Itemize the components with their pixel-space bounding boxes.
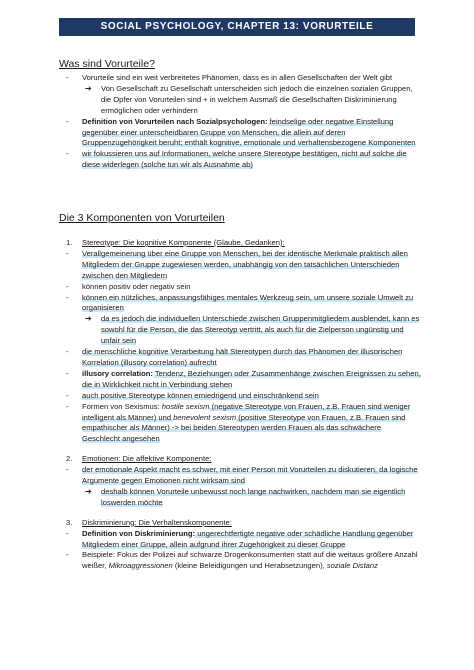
- arrow-right-icon: ➔: [85, 486, 92, 496]
- bullet-item: [59, 465, 421, 487]
- dash-bullet: -: [66, 390, 69, 400]
- bullet-item: [59, 529, 421, 551]
- bullet-item: [59, 73, 421, 84]
- definition-label: Definition von Vorurteilen nach Sozialpsychologen:: [82, 116, 268, 126]
- term-italic: benevolent sexism: [173, 412, 237, 422]
- bullet-text: Formen von Sexismus:: [82, 401, 162, 411]
- sub-bullet-item: [59, 84, 421, 117]
- bullet-text: (positive Stereotype von Frauen, z.B. Frauen sind empathischer als Männer) -> bei beiden Stereotypen werden Frauen als das schwächere Geschlecht angesehen: [82, 412, 406, 444]
- dash-bullet: -: [66, 550, 69, 560]
- bullet-text: Verallgemeinerung über eine Gruppe von Menschen, bei der identische Merkmale praktisch allen Mitgliedern der Gruppe zugewiesen werden, unabhängig von den tatsächlichen Unterschieden zwischen den Mitgliedern: [82, 248, 408, 280]
- bullet-item: [59, 249, 421, 282]
- bullet-text: können ein nützliches, anpassungsfähiges mentales Werkzeug sein, um unsere soziale Umwelt zu organisieren: [82, 292, 414, 313]
- component-1-title: [59, 238, 421, 249]
- dash-bullet: -: [66, 116, 69, 126]
- bullet-text: Vorurteile sind ein weit verbreitetes Phänomen, dass es in allen Gesellschaften der Welt gibt: [82, 73, 393, 82]
- component-2-title: [59, 454, 421, 465]
- bullet-item: [59, 282, 421, 293]
- bullet-text: der emotionale Aspekt macht es schwer, mit einer Person mit Vorurteilen zu diskutieren, da logische Argumente gegen Emotionen nicht wirksam sind: [82, 465, 418, 486]
- document-title: SOCIAL PSYCHOLOGY, CHAPTER 13: VORURTEILE: [59, 18, 415, 36]
- bullet-item: [59, 402, 421, 446]
- dash-bullet: -: [66, 528, 69, 538]
- bullet-item: [59, 391, 421, 402]
- bullet-text: können positiv oder negativ sein: [82, 281, 191, 291]
- dash-bullet: -: [66, 248, 69, 258]
- section-heading-vorurteile: Was sind Vorurteile?: [59, 58, 155, 70]
- bullet-item: [59, 149, 421, 171]
- bullet-item: [59, 369, 421, 391]
- sub-bullet-text: deshalb können Vorurteile unbewusst noch lange nachwirken, nachdem man sie eigentlich loswerden möchte: [101, 486, 406, 507]
- bullet-text: Tendenz, Beziehungen oder Zusammenhänge zwischen Ereignissen zu sehen, die in Wirklichkeit nicht in Verbindung stehen: [82, 368, 421, 389]
- dash-bullet: -: [66, 73, 69, 82]
- component-title-text: Emotionen: Die affektive Komponente:: [82, 454, 212, 464]
- dash-bullet: -: [66, 347, 69, 357]
- sub-bullet-item: [59, 314, 421, 347]
- term-italic: soziale Distanz: [326, 561, 378, 571]
- bullet-item: [59, 347, 421, 369]
- component-title-text: Diskriminierung: Die Verhaltenskomponente:: [82, 517, 232, 527]
- bullet-item: [59, 293, 421, 315]
- list-number: 3.: [66, 517, 73, 527]
- bullet-text: Beispiele: Fokus der Polizei auf schwarze Drogenkonsumenten statt auf die weitaus größere Anzahl weißer,: [82, 550, 418, 571]
- list-number: 2.: [66, 454, 73, 464]
- arrow-right-icon: ➔: [85, 314, 92, 324]
- sub-bullet-item: [59, 487, 421, 509]
- arrow-right-icon: ➔: [85, 83, 92, 93]
- bullet-text: ungerechtfertigte negative oder schädliche Handlung gegenüber Mitgliedern einer Gruppe, allein aufgrund ihrer Zugehörigkeit zu dieser Gruppe: [82, 528, 414, 549]
- dash-bullet: -: [66, 401, 69, 411]
- definition-label: Definition von Diskriminierung:: [82, 528, 196, 538]
- bullet-text: (negative Stereotype von Frauen, z.B. Frauen sind weniger intelligent als Männer) und: [82, 401, 411, 422]
- component-3-title: [59, 518, 421, 529]
- bullet-text: (kleine Beleidigungen und Herabsetzungen),: [172, 561, 327, 571]
- dash-bullet: -: [66, 465, 69, 475]
- bullet-text: wir fokussieren uns auf Informationen, welche unsere Stereotype bestätigen, nicht auf solche die diese widerlegen (solche tun wir als Ausnahme ab): [82, 149, 407, 170]
- term-label: illusory correlation:: [82, 368, 153, 378]
- sub-bullet-text: da es jedoch die individuellen Unterschiede zwischen Gruppenmitgliedern ausblendet, kann es sowohl für die Person, die das Stereotyp vertritt, als auch für die Zielperson ungünstig und unfair sein: [101, 314, 420, 346]
- dash-bullet: -: [66, 368, 69, 378]
- dash-bullet: -: [66, 292, 69, 302]
- term-italic: Mikroaggressionen: [108, 561, 173, 571]
- section-heading-komponenten: Die 3 Komponenten von Vorurteilen: [59, 212, 225, 224]
- component-title-text: Stereotype: Die kognitive Komponente (Glaube, Gedanken):: [82, 238, 285, 247]
- list-number: 1.: [66, 238, 73, 247]
- bullet-text: auch positive Stereotype können erniedrigend und einschränkend sein: [82, 390, 319, 400]
- sub-bullet-text: Von Gesellschaft zu Gesellschaft unterscheiden sich jedoch die einzelnen sozialen Gruppen, die Opfer von Vorurteilen sind + in welchem Ausmaß die Gesellschaften Diskriminierung ermöglichen oder verhindern: [101, 83, 413, 115]
- dash-bullet: -: [66, 149, 69, 159]
- section-2-body: [59, 238, 421, 572]
- dash-bullet: -: [66, 281, 69, 291]
- bullet-text: die menschliche kognitive Verarbeitung hält Stereotypen durch das Phänomen der illusorischen Korrelation (illusory correlation) aufrecht: [82, 347, 403, 367]
- section-1-body: [59, 73, 421, 171]
- term-italic: hostile sexism: [161, 401, 210, 411]
- bullet-text: feindselige oder negative Einstellung gegenüber einer unterscheidbaren Gruppe von Menschen, die allein auf deren Gruppenzugehörigkeit beruht; enthält kognitive, emotionale und verhaltensbezogene Komponenten: [82, 116, 416, 148]
- bullet-item: [59, 117, 421, 150]
- bullet-item: [59, 550, 421, 572]
